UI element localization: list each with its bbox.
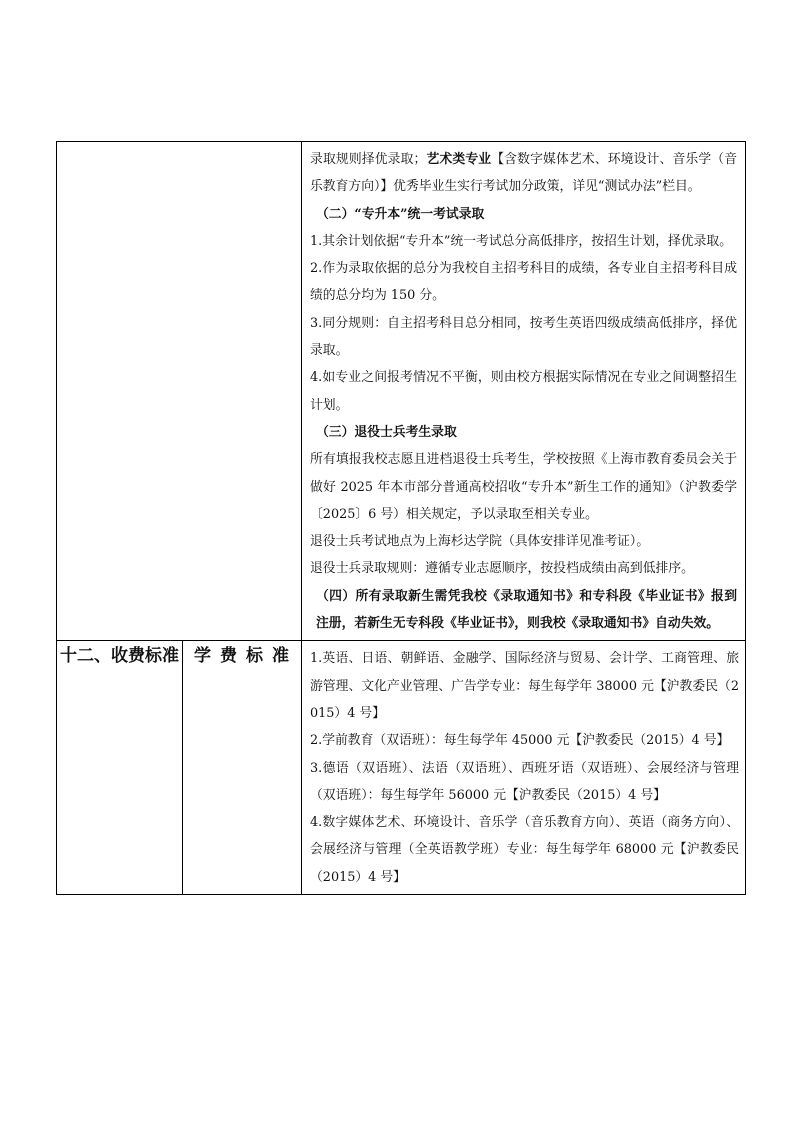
fee-item: 4.数字媒体艺术、环境设计、音乐学（音乐教育方向）、英语（商务方向）、会展经济与管理（全英语教学班）专业：每生每学年 68000 元【沪教委民（2015）4 号】 bbox=[310, 815, 739, 885]
sub2-item: 4.如专业之间报考情况不平衡，则由校方根据实际情况在专业之间调整招生计划。 bbox=[310, 370, 737, 413]
fees-content-cell bbox=[302, 641, 746, 895]
sub2-item: 3.同分规则：自主招考科目总分相同，按考生英语四级成绩高低排序，择优录取。 bbox=[310, 315, 737, 359]
sub3-item: 所有填报我校志愿且进档退役士兵考生，学校按照《上海市教育委员会关于做好 2025 年本市部分普通高校招收“专升本”新生工作的通知》（沪教委学〔2025〕6 号）相关规定，予以录取至相关专业。 bbox=[310, 452, 737, 522]
fee-item: 3.德语（双语班）、法语（双语班）、西班牙语（双语班）、会展经济与管理（双语班）：每生每学年 56000 元【沪教委民（2015）4 号】 bbox=[310, 760, 739, 803]
sub2-heading: （二）“专升本”统一考试录取 bbox=[316, 206, 485, 222]
table-row-admission bbox=[57, 142, 746, 641]
admission-intro: 录取规则择优录取；艺术类专业【含数字媒体艺术、环境设计、音乐学（音乐教育方向）】优秀毕业生实行考试加分政策，详见“测试办法”栏目。 bbox=[310, 152, 738, 195]
admission-table bbox=[56, 141, 746, 895]
sub3-item: 退役士兵录取规则：遵循专业志愿顺序，按投档成绩由高到低排序。 bbox=[310, 561, 694, 577]
sub3-item: 退役士兵考试地点为上海杉达学院（具体安排详见准考证）。 bbox=[310, 534, 650, 550]
table-row-fees bbox=[57, 641, 746, 895]
sub2-item: 1.其余计划依据“专升本”统一考试总分高低排序，按招生计划，择优录取。 bbox=[310, 233, 732, 249]
admission-label-cell bbox=[57, 142, 302, 641]
fee-item: 1.英语、日语、朝鲜语、金融学、国际经济与贸易、会计学、工商管理、旅游管理、文化产业管理、广告学专业：每生每学年 38000 元【沪教委民（2015）4 号】 bbox=[310, 651, 739, 721]
tuition-sub-label: 学费标准 bbox=[183, 641, 302, 895]
sub3-heading: （三）退役士兵考生录取 bbox=[316, 424, 457, 440]
admission-content-cell bbox=[302, 142, 746, 641]
fees-section-label: 十二、收费标准 bbox=[57, 641, 183, 895]
fee-item: 2.学前教育（双语班）：每生每学年 45000 元【沪教委民（2015）4 号】 bbox=[310, 733, 730, 749]
sub2-item: 2.作为录取依据的总分为我校自主招考科目的成绩，各专业自主招考科目成绩的总分均为 150 分。 bbox=[310, 261, 737, 304]
sub4-text: （四）所有录取新生需凭我校《录取通知书》和专科段《毕业证书》报到注册，若新生无专科段《毕业证书》，则我校《录取通知书》自动失效。 bbox=[316, 588, 737, 632]
art-major-label: 艺术类专业 bbox=[426, 152, 492, 167]
